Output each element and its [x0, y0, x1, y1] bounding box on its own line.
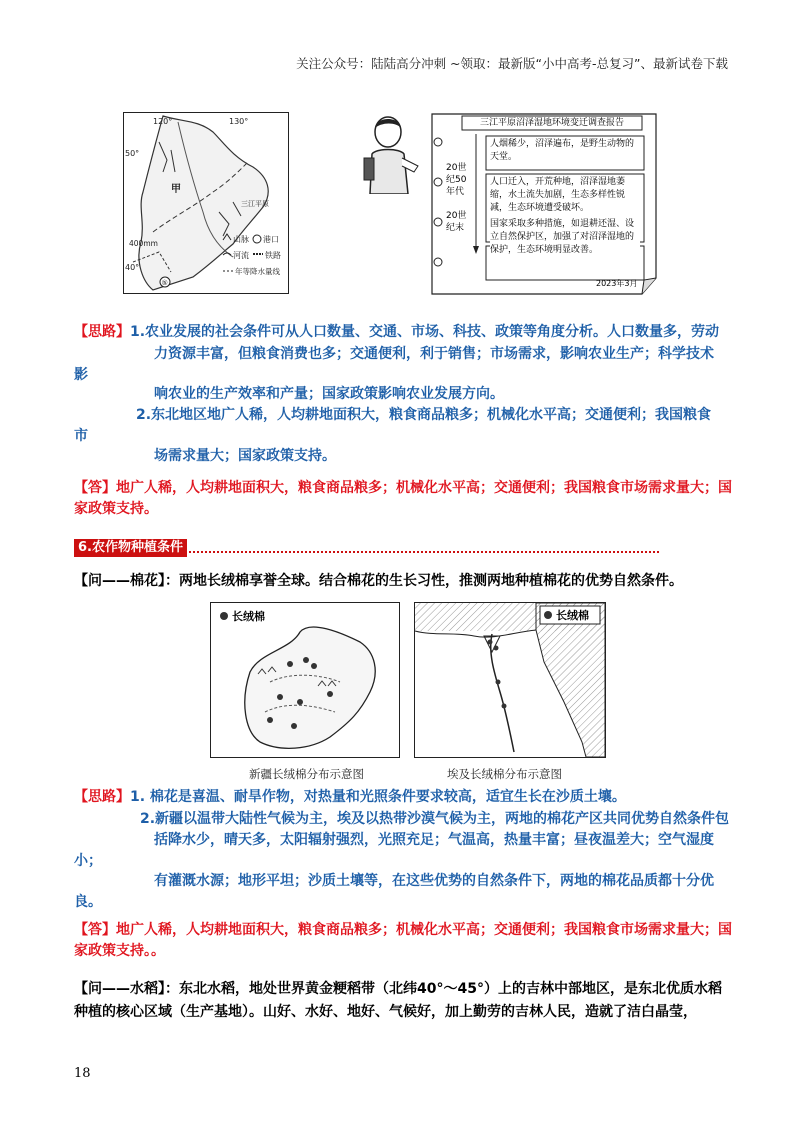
page-number: 18 — [74, 1066, 91, 1081]
xinjiang-cotton-map — [210, 602, 400, 758]
report-box-1: 人烟稀少，沼泽遍布，是野生动物的天堂。 — [490, 139, 635, 162]
q2-question: 【问——棉花】：两地长绒棉享誉全球。结合棉花的生长习性，推测两地种植棉花的优势自然条件。 — [74, 573, 683, 589]
label-130: 130° — [229, 117, 249, 126]
report-box-3: 国家采取多种措施，如退耕还湿、设立自然保护区，加强了对沼泽湿地的保护，生态环境明显改善。 — [490, 218, 640, 257]
q1-answer: 【答】地广人稀，人均耕地面积大，粮食商品粮多；机械化水平高；交通便利；我国粮食市场需求量大；国家政策支持。 — [74, 480, 732, 517]
xinjiang-caption: 新疆长绒棉分布示意图 — [249, 767, 364, 781]
label-120: 120° — [153, 117, 173, 126]
legend-river: 河流 — [233, 251, 249, 260]
section-title: 6.农作物种植条件 — [74, 539, 187, 557]
xinjiang-legend: 长绒棉 — [232, 610, 265, 623]
label-40: 40° — [125, 263, 140, 272]
q3-question: 【问——水稻】：东北水稻，地处世界黄金粳稻带（北纬40°～45°）上的吉林中部地区，是东北优质水稻种植的核心区域（生产基地）。山好、水好、地好、气候好，加上勤劳的吉林人民，造就了洁白晶莹， — [74, 981, 722, 1020]
label-50: 50° — [125, 149, 140, 158]
q2-reason-line-4: 小； — [74, 853, 102, 869]
period-1950s: 20世纪50年代 — [446, 163, 467, 197]
egypt-caption: 埃及长绒棉分布示意图 — [447, 767, 562, 781]
period-end-century: 20世纪末 — [446, 211, 467, 233]
page-header: 关注公众号：陆陆高分冲刺 ~领取：最新版“小中高考-总复习”、最新试卷下载 — [296, 56, 728, 71]
label-400mm: 400mm — [129, 239, 158, 248]
legend-port: 港口 — [263, 235, 279, 244]
q2-reason-label: 【思路】 — [74, 789, 130, 805]
report-box-2: 人口迁入，开荒种地，沼泽湿地萎缩，水土流失加剧，生态多样性锐减，生态环境遭受破坏。 — [490, 177, 626, 213]
q2-answer: 【答】地广人稀，人均耕地面积大，粮食商品粮多；机械化水平高；交通便利；我国粮食市场需求量大；国家政策支持。。 — [74, 922, 732, 959]
northeast-map — [123, 112, 289, 294]
label-sanjiang: 三江平原 — [241, 200, 269, 208]
q1-reason-line-3: 影 — [74, 367, 88, 383]
q2-reason-line-3: 括降水少，晴天多，太阳辐射强烈，光照充足；气温高，热量丰富；昼夜温差大；空气湿度 — [154, 832, 714, 848]
q2-reason-line-6: 良。 — [74, 894, 102, 910]
q2-reason-line-1: 【思路】1. 棉花是喜温、耐旱作物，对热量和光照条件要求较高，适宜生长在沙质土壤。 — [74, 789, 626, 805]
q2-reason-line-2: 2.新疆以温带大陆性气候为主，埃及以热带沙漠气候为主，两地的棉花产区共同优势自然条件包 — [140, 811, 730, 827]
q1-reason-line-2: 力资源丰富，但粮食消费也多；交通便利，利于销售；市场需求，影响农业生产；科学技术 — [154, 346, 714, 362]
q1-reason-line-7: 场需求量大；国家政策支持。 — [154, 448, 336, 464]
q1-reason-line-5: 2.东北地区地广人稀，人均耕地面积大，粮食商品粮多；机械化水平高；交通便利；我国粮食 — [136, 407, 712, 423]
q1-reason-line-4: 响农业的生产效率和产量；国家政策影响农业发展方向。 — [154, 386, 504, 402]
legend-isohyet: 年等降水量线 — [235, 267, 280, 276]
survey-report — [428, 112, 660, 296]
q1-reason-line-1: 【思路】1.农业发展的社会条件可从人口数量、交通、市场、科技、政策等角度分析。人口数量多，劳动 — [74, 324, 720, 340]
port-icon: ⑤ — [161, 279, 168, 287]
egypt-legend: 长绒棉 — [556, 609, 589, 622]
label-jia: 甲 — [171, 184, 181, 195]
q1-reason-label: 【思路】 — [74, 324, 130, 340]
egypt-cotton-map — [414, 602, 606, 758]
q2-reason-line-5: 有灌溉水源；地形平坦；沙质土壤等，在这些优势的自然条件下，两地的棉花品质都十分优 — [154, 873, 714, 889]
q1-reason-line-6: 市 — [74, 428, 88, 444]
section-header — [74, 537, 664, 555]
legend-mountain: 山脉 — [233, 235, 249, 244]
student-icon — [358, 114, 424, 194]
legend-railway: 铁路 — [265, 251, 281, 260]
report-date: 2023年3月 — [596, 279, 638, 288]
report-title: 三江平原沼泽湿地环境变迁调查报告 — [479, 118, 624, 128]
